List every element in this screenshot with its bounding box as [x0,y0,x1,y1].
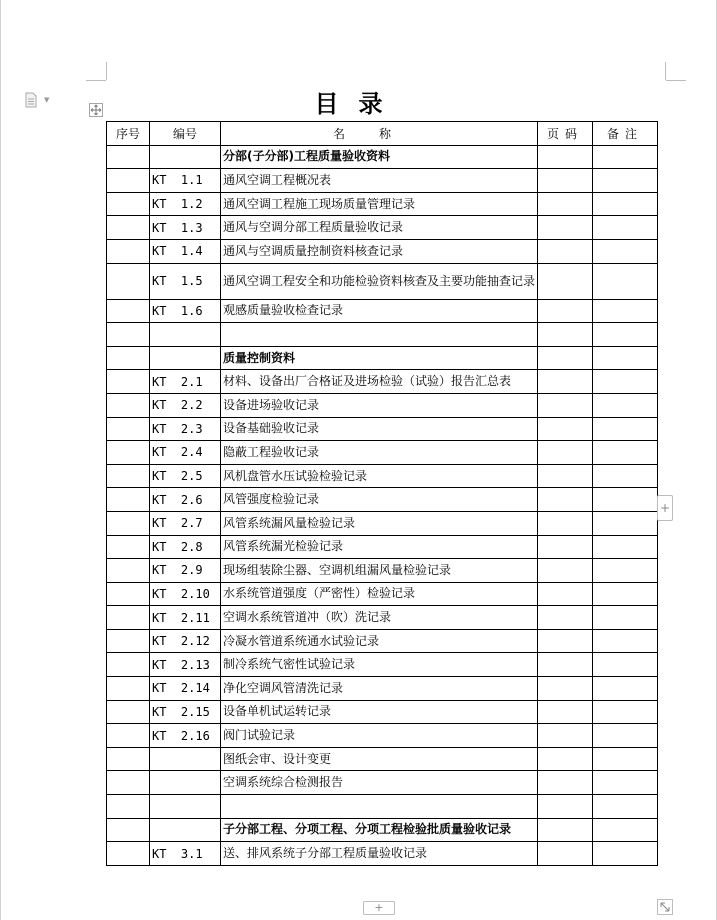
cell-name[interactable]: 分部(子分部)工程质量验收资料 [221,145,538,169]
table-row [107,606,658,630]
table-row [107,511,658,535]
cell-seq[interactable] [107,653,150,677]
table-header-row [107,122,658,146]
table-row [107,771,658,795]
page-title: 目录 [314,89,403,118]
cell-seq[interactable] [107,346,150,370]
cell-page[interactable] [538,323,593,347]
dropdown-caret-icon[interactable]: ▼ [44,96,50,104]
cell-seq[interactable] [107,216,150,240]
cell-remark[interactable] [593,724,658,748]
cell-page[interactable] [538,216,593,240]
table-row [107,700,658,724]
cell-remark[interactable] [593,700,658,724]
cell-page[interactable] [538,724,593,748]
cell-name[interactable]: 空调系统综合检测报告 [221,771,538,795]
cell-name[interactable]: 质量控制资料 [221,346,538,370]
cell-seq[interactable] [107,747,150,771]
cell-remark[interactable] [593,511,658,535]
cell-remark[interactable] [593,653,658,677]
cell-page[interactable] [538,700,593,724]
header-seq: 序号 [107,122,150,146]
cell-page[interactable] [538,842,593,866]
crop-mark-top-right-v [665,62,666,80]
cell-remark[interactable] [593,629,658,653]
cell-page[interactable] [538,653,593,677]
header-code: 编号 [150,122,221,146]
cell-code[interactable] [150,818,221,842]
cell-code[interactable] [150,747,221,771]
cell-seq[interactable] [107,511,150,535]
cell-seq[interactable] [107,677,150,701]
cell-page[interactable] [538,393,593,417]
cell-name[interactable]: 材料、设备出厂合格证及进场检验（试验）报告汇总表 [221,370,538,394]
cell-code[interactable]: KT 2.8 [150,535,221,559]
cell-name[interactable]: 通风空调工程概况表 [221,169,538,193]
table-row [107,464,658,488]
cell-page[interactable] [538,747,593,771]
cell-page[interactable] [538,299,593,323]
cell-name[interactable]: 送、排风系统子分部工程质量验收记录 [221,842,538,866]
cell-code[interactable]: KT 2.2 [150,393,221,417]
cell-seq[interactable] [107,842,150,866]
cell-remark[interactable] [593,169,658,193]
table-row [107,145,658,169]
cell-page[interactable] [538,346,593,370]
table-row [107,263,658,299]
cell-page[interactable] [538,629,593,653]
cell-code[interactable] [150,795,221,819]
cell-remark[interactable] [593,417,658,441]
cell-seq[interactable] [107,393,150,417]
cell-page[interactable] [538,263,593,299]
cell-seq[interactable] [107,771,150,795]
cell-name[interactable]: 风机盘管水压试验检验记录 [221,464,538,488]
cell-name[interactable]: 图纸会审、设计变更 [221,747,538,771]
cell-page[interactable] [538,239,593,263]
cell-code[interactable]: KT 2.5 [150,464,221,488]
header-name: 名称 [221,122,538,146]
cell-code[interactable]: KT 1.1 [150,169,221,193]
cell-remark[interactable] [593,747,658,771]
cell-page[interactable] [538,677,593,701]
cell-name[interactable]: 设备单机试运转记录 [221,700,538,724]
cell-name[interactable]: 现场组装除尘器、空调机组漏风量检验记录 [221,559,538,583]
cell-seq[interactable] [107,169,150,193]
crop-mark-top-left-v [106,62,107,80]
cell-name[interactable]: 水系统管道强度（严密性）检验记录 [221,582,538,606]
table-row [107,629,658,653]
cell-page[interactable] [538,795,593,819]
cell-remark[interactable] [593,559,658,583]
table-row [107,653,658,677]
crop-mark-top-right-h [666,80,686,81]
cell-seq[interactable] [107,192,150,216]
cell-page[interactable] [538,771,593,795]
cell-code[interactable]: KT 2.3 [150,417,221,441]
cell-page[interactable] [538,818,593,842]
cell-seq[interactable] [107,535,150,559]
cell-code[interactable]: KT 1.3 [150,216,221,240]
cell-remark[interactable] [593,393,658,417]
cell-code[interactable]: KT 2.12 [150,629,221,653]
cell-seq[interactable] [107,417,150,441]
cell-seq[interactable] [107,795,150,819]
cell-page[interactable] [538,488,593,512]
table-row [107,747,658,771]
cell-remark[interactable] [593,464,658,488]
cell-code[interactable]: KT 2.14 [150,677,221,701]
cell-remark[interactable] [593,346,658,370]
cell-seq[interactable] [107,629,150,653]
cell-remark[interactable] [593,145,658,169]
cell-page[interactable] [538,145,593,169]
cell-remark[interactable] [593,441,658,465]
cell-page[interactable] [538,192,593,216]
toc-body [107,145,658,865]
cell-remark[interactable] [593,216,658,240]
table-row [107,582,658,606]
cell-remark[interactable] [593,370,658,394]
cell-code[interactable]: KT 1.5 [150,263,221,299]
table-row [107,677,658,701]
cell-page[interactable] [538,464,593,488]
cell-remark[interactable] [593,795,658,819]
cell-code[interactable] [150,323,221,347]
cell-page[interactable] [538,417,593,441]
cell-name[interactable]: 通风与空调质量控制资料核查记录 [221,239,538,263]
cell-code[interactable]: KT 2.15 [150,700,221,724]
cell-seq[interactable] [107,582,150,606]
cell-code[interactable]: KT 2.4 [150,441,221,465]
cell-seq[interactable] [107,724,150,748]
table-row [107,169,658,193]
cell-seq[interactable] [107,559,150,583]
cell-remark[interactable] [593,263,658,299]
cell-name[interactable]: 净化空调风管清洗记录 [221,677,538,701]
cell-remark[interactable] [593,582,658,606]
cell-code[interactable]: KT 2.6 [150,488,221,512]
cell-code[interactable]: KT 2.10 [150,582,221,606]
cell-seq[interactable] [107,370,150,394]
cell-page[interactable] [538,441,593,465]
cell-remark[interactable] [593,818,658,842]
cell-code[interactable]: KT 2.11 [150,606,221,630]
cell-name[interactable] [221,323,538,347]
cell-remark[interactable] [593,239,658,263]
cell-seq[interactable] [107,606,150,630]
table-row [107,192,658,216]
cell-seq[interactable] [107,818,150,842]
cell-page[interactable] [538,169,593,193]
table-row [107,299,658,323]
cell-code[interactable]: KT 1.2 [150,192,221,216]
cell-name[interactable]: 通风空调工程施工现场质量管理记录 [221,192,538,216]
cell-name[interactable]: 设备进场验收记录 [221,393,538,417]
cell-name[interactable]: 观感质量验收检查记录 [221,299,538,323]
table-row [107,239,658,263]
table-row [107,842,658,866]
table-row [107,323,658,347]
cell-name[interactable]: 设备基础验收记录 [221,417,538,441]
cell-remark[interactable] [593,535,658,559]
cell-code[interactable]: KT 2.13 [150,653,221,677]
table-row [107,535,658,559]
cell-name[interactable] [221,795,538,819]
cell-name[interactable]: 阀门试验记录 [221,724,538,748]
cell-name[interactable]: 通风空调工程安全和功能检验资料核查及主要功能抽查记录 [221,263,538,299]
cell-page[interactable] [538,582,593,606]
table-row [107,559,658,583]
cell-seq[interactable] [107,700,150,724]
cell-remark[interactable] [593,192,658,216]
cell-page[interactable] [538,559,593,583]
cell-seq[interactable] [107,323,150,347]
table-row [107,346,658,370]
cell-seq[interactable] [107,239,150,263]
table-row [107,488,658,512]
table-row [107,370,658,394]
cell-page[interactable] [538,511,593,535]
cell-remark[interactable] [593,323,658,347]
header-remark: 备注 [593,122,658,146]
cell-code[interactable]: KT 2.7 [150,511,221,535]
table-row [107,441,658,465]
cell-seq[interactable] [107,299,150,323]
cell-seq[interactable] [107,441,150,465]
page-edge-left [0,0,1,920]
cell-remark[interactable] [593,842,658,866]
cell-name[interactable]: 隐蔽工程验收记录 [221,441,538,465]
table-row [107,216,658,240]
cell-code[interactable]: KT 2.9 [150,559,221,583]
table-row [107,795,658,819]
cell-name[interactable]: 空调水系统管道冲（吹）洗记录 [221,606,538,630]
cell-name[interactable]: 风管强度检验记录 [221,488,538,512]
cell-code[interactable] [150,145,221,169]
cell-code[interactable] [150,771,221,795]
cell-code[interactable]: KT 3.1 [150,842,221,866]
cell-name[interactable]: 子分部工程、分项工程、分项工程检验批质量验收记录 [221,818,538,842]
cell-remark[interactable] [593,771,658,795]
add-column-button[interactable]: + [657,495,673,521]
table-row [107,417,658,441]
cell-code[interactable]: KT 1.4 [150,239,221,263]
cell-seq[interactable] [107,263,150,299]
expand-corner-icon[interactable] [657,899,673,915]
cell-name[interactable]: 通风与空调分部工程质量验收记录 [221,216,538,240]
cell-code[interactable]: KT 2.1 [150,370,221,394]
cell-code[interactable]: KT 2.16 [150,724,221,748]
cell-remark[interactable] [593,488,658,512]
cell-code[interactable]: KT 1.6 [150,299,221,323]
cell-seq[interactable] [107,464,150,488]
cell-name[interactable]: 制冷系统气密性试验记录 [221,653,538,677]
crop-mark-top-left-h [86,80,106,81]
header-page: 页码 [538,122,593,146]
add-row-button[interactable]: + [363,901,395,915]
cell-seq[interactable] [107,488,150,512]
cell-remark[interactable] [593,677,658,701]
cell-name[interactable]: 冷凝水管道系统通水试验记录 [221,629,538,653]
cell-remark[interactable] [593,299,658,323]
toc-table [106,121,658,866]
table-row [107,724,658,748]
cell-name[interactable]: 风管系统漏风量检验记录 [221,511,538,535]
cell-page[interactable] [538,535,593,559]
cell-remark[interactable] [593,606,658,630]
cell-page[interactable] [538,370,593,394]
cell-code[interactable] [150,346,221,370]
cell-page[interactable] [538,606,593,630]
table-row [107,393,658,417]
cell-name[interactable]: 风管系统漏光检验记录 [221,535,538,559]
cell-seq[interactable] [107,145,150,169]
table-row [107,818,658,842]
